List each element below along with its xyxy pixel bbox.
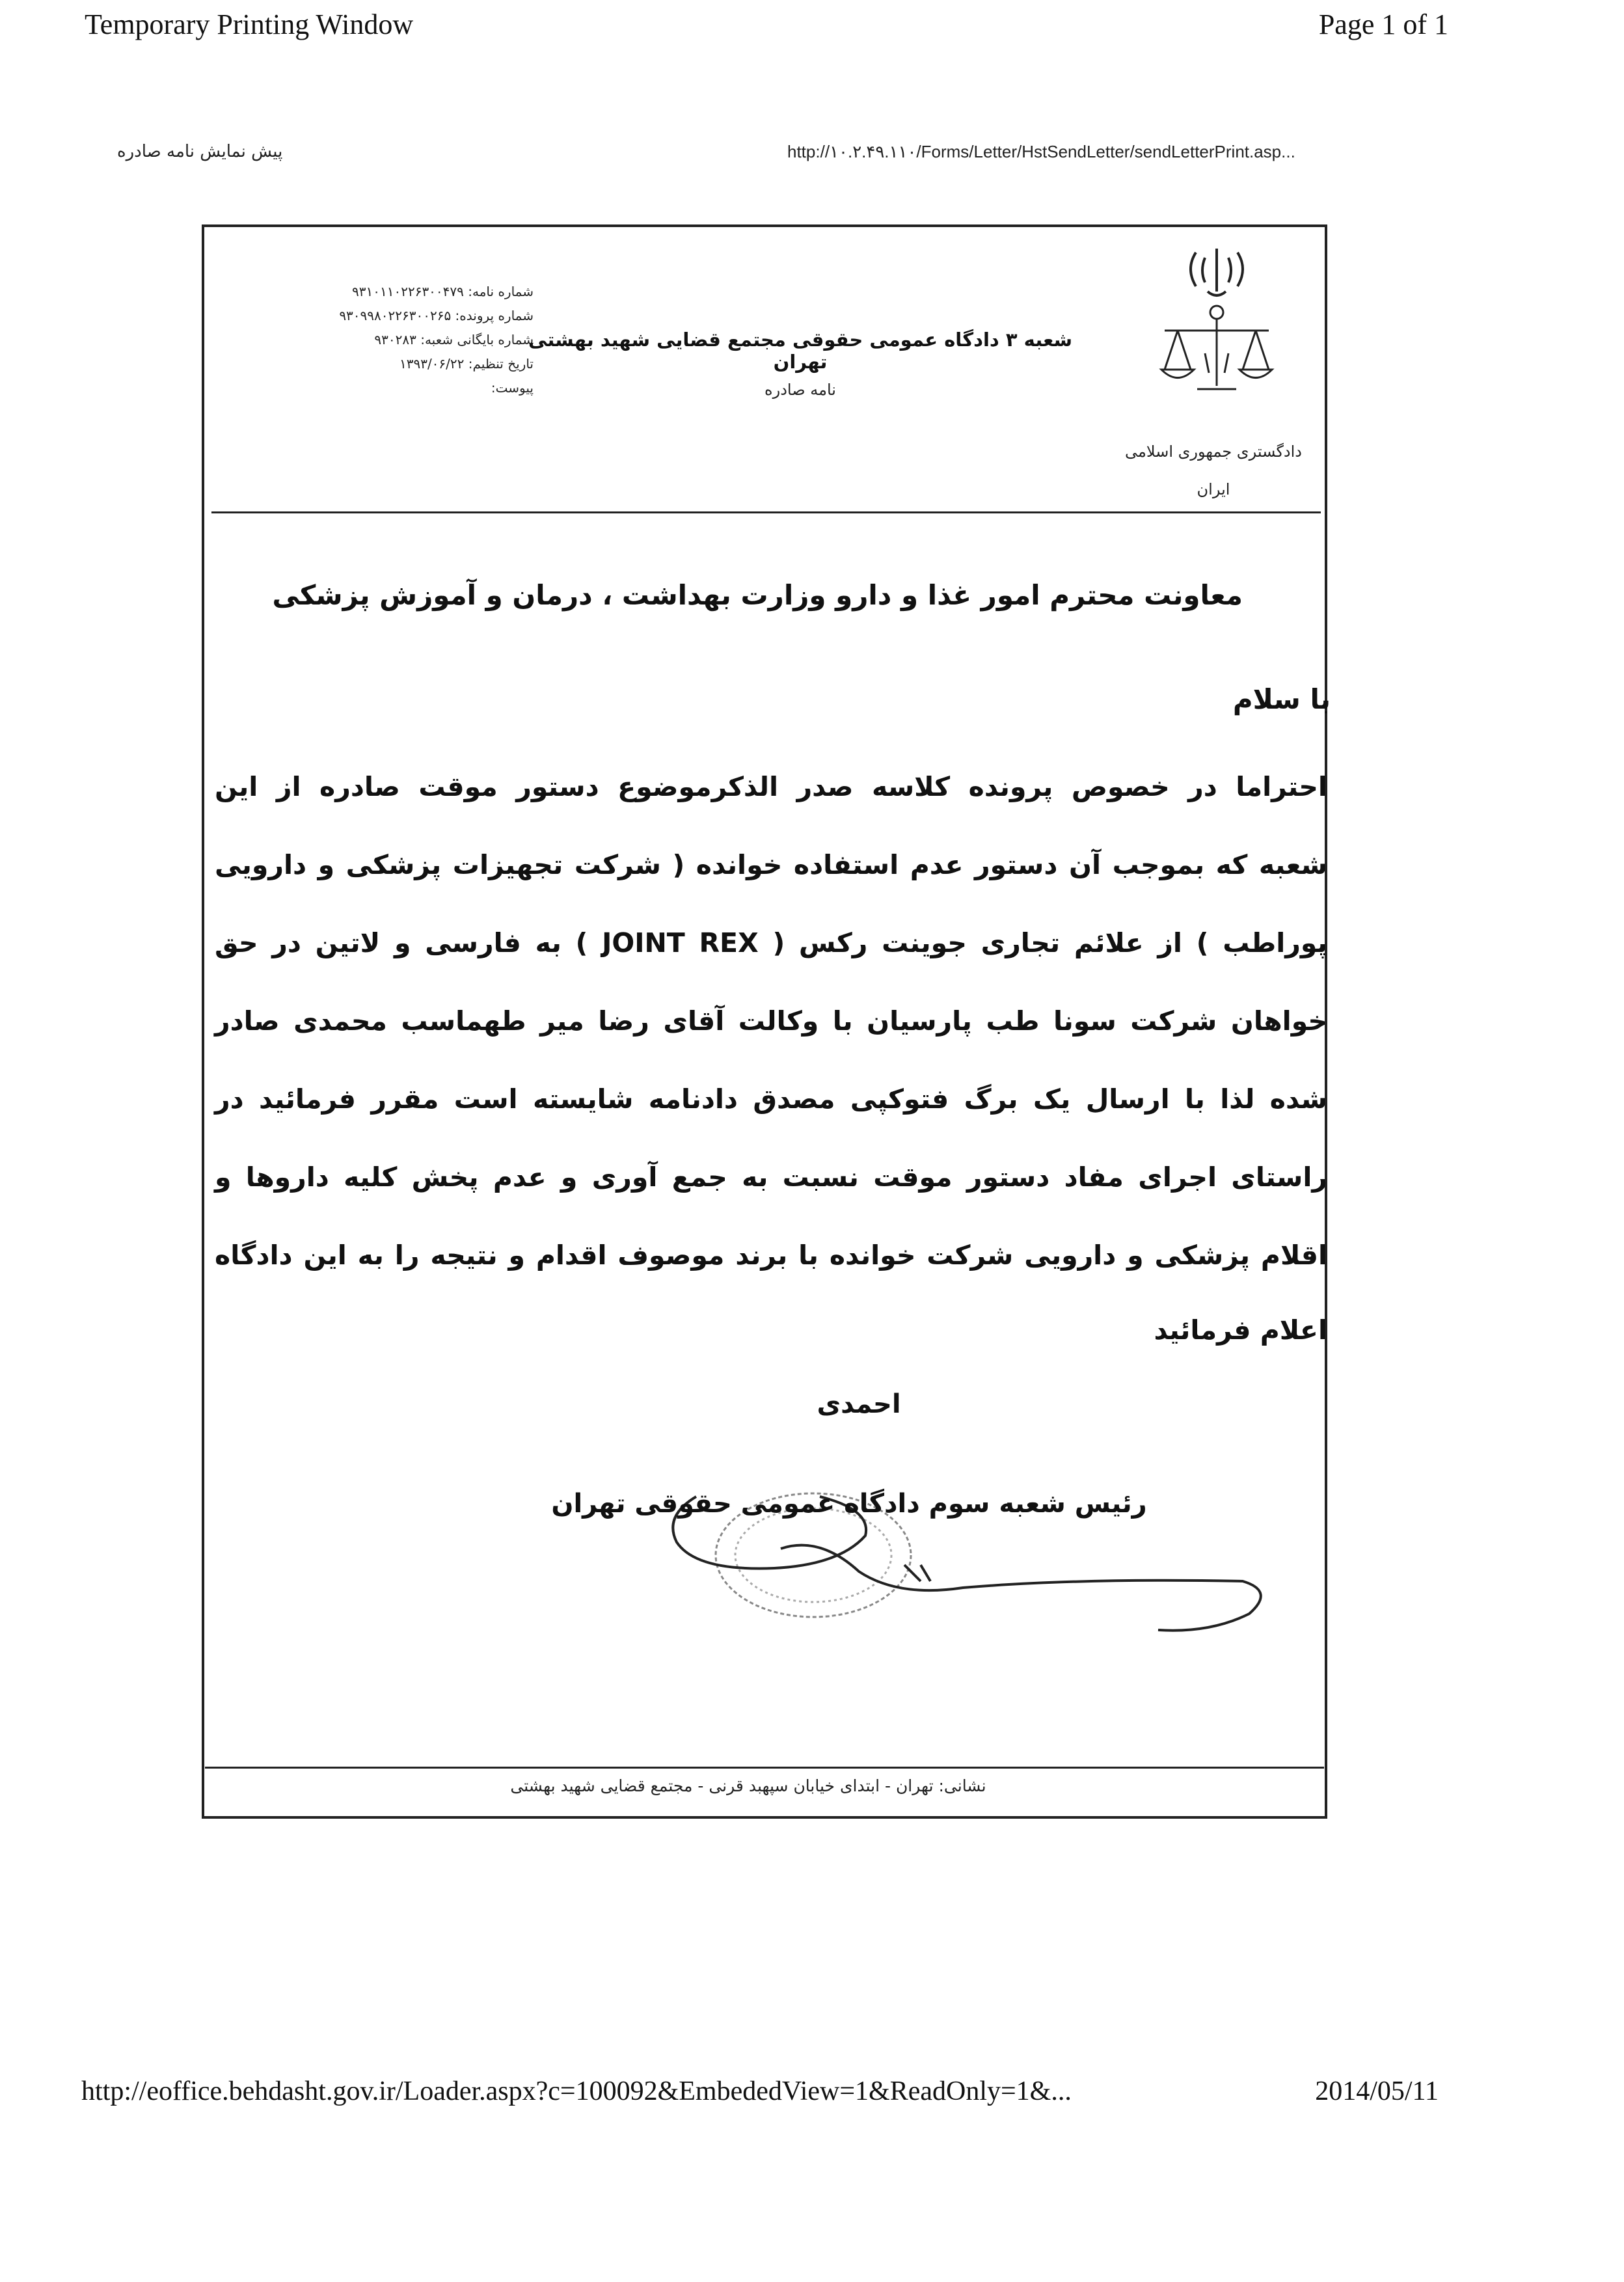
body-line-1: احتراما در خصوص پرونده کلاسه صدر الذکرموضوع دستور موقت صادره از این [215,771,1327,802]
letter-meta [221,280,534,400]
header-divider [211,511,1321,513]
branch-archive-number: شماره بایگانی شعبه: ۹۳۰۲۸۳ [374,332,534,347]
greeting: با سلام [1232,683,1331,715]
body-line-4: خواهان شرکت سونا طب پارسیان با وکالت آقای رضا میر طهماسب محمدی صادر [215,1005,1327,1037]
scales-of-justice-icon [1161,306,1272,389]
body-line-7: اقلام پزشکی و دارویی شرکت خوانده با برند موصوف اقدام و نتیجه را به این دادگاه [215,1240,1327,1271]
body-line-8: اعلام فرمائید [1154,1314,1327,1346]
ministry-label [1106,433,1321,508]
body-line-5: شده لذا با ارسال یک برگ فتوکپی مصدق دادنامه شایسته است مقرر فرمائید در [215,1083,1327,1115]
body-line-2: شعبه که بموجب آن دستور عدم استفاده خوانده ( شرکت تجهیزات پزشکی و دارویی [215,849,1327,880]
signer-title: رئیس شعبه سوم دادگاه عمومی حقوقی تهران [551,1489,1147,1519]
footer-divider [205,1767,1324,1769]
iran-emblem-icon [1145,239,1288,409]
letter-number: شماره نامه: ۹۳۱۰۱۱۰۲۲۶۳۰۰۴۷۹ [352,284,534,299]
body-line-3: پوراطب ) از علائم تجاری جوینت رکس ( JOINT REX ) به فارسی و لاتین در حق [215,927,1328,958]
body-line-6: راستای اجرای مفاد دستور موقت نسبت به جمع آوری و عدم پخش کلیه داروها و [215,1161,1327,1193]
letter-type: نامه صادره [765,381,836,399]
footer-url: http://eoffice.behdasht.gov.ir/Loader.aspx?c=100092&EmbededView=1&ReadOnly=1&... [81,2076,1072,2106]
footer-date: 2014/05/11 [1315,2076,1439,2106]
recipient: معاونت محترم امور غذا و دارو وزارت بهداشت ، درمان و آموزش پزشکی [272,579,1243,611]
case-number: شماره پرونده: ۹۳۰۹۹۸۰۲۲۶۳۰۰۲۶۵ [339,308,534,323]
letter-date: تاریخ تنظیم: ۱۳۹۳/۰۶/۲۲ [399,356,534,372]
court-address: نشانی: تهران - ابتدای خیابان سپهبد قرنی - مجتمع قضایی شهید بهشتی [510,1776,986,1795]
page-indicator: Page 1 of 1 [1318,8,1448,40]
court-name: شعبه ۳ دادگاه عمومی حقوقی مجتمع قضایی شهید بهشتی تهران [528,329,1072,373]
ministry-line-1: دادگستری جمهوری اسلامی [1125,442,1302,461]
source-url: http://۱۰.۲.۴۹.۱۱۰/Forms/Letter/HstSendLetter/sendLetterPrint.asp... [787,142,1295,161]
signature-stamp-icon [625,1458,1308,1653]
signer-name: احمدی [817,1389,901,1419]
preview-label: پیش نمایش نامه صادره [117,142,283,161]
print-window-title: Temporary Printing Window [85,8,414,40]
attachment: پیوست: [491,380,534,396]
ministry-line-2: ایران [1197,480,1230,498]
